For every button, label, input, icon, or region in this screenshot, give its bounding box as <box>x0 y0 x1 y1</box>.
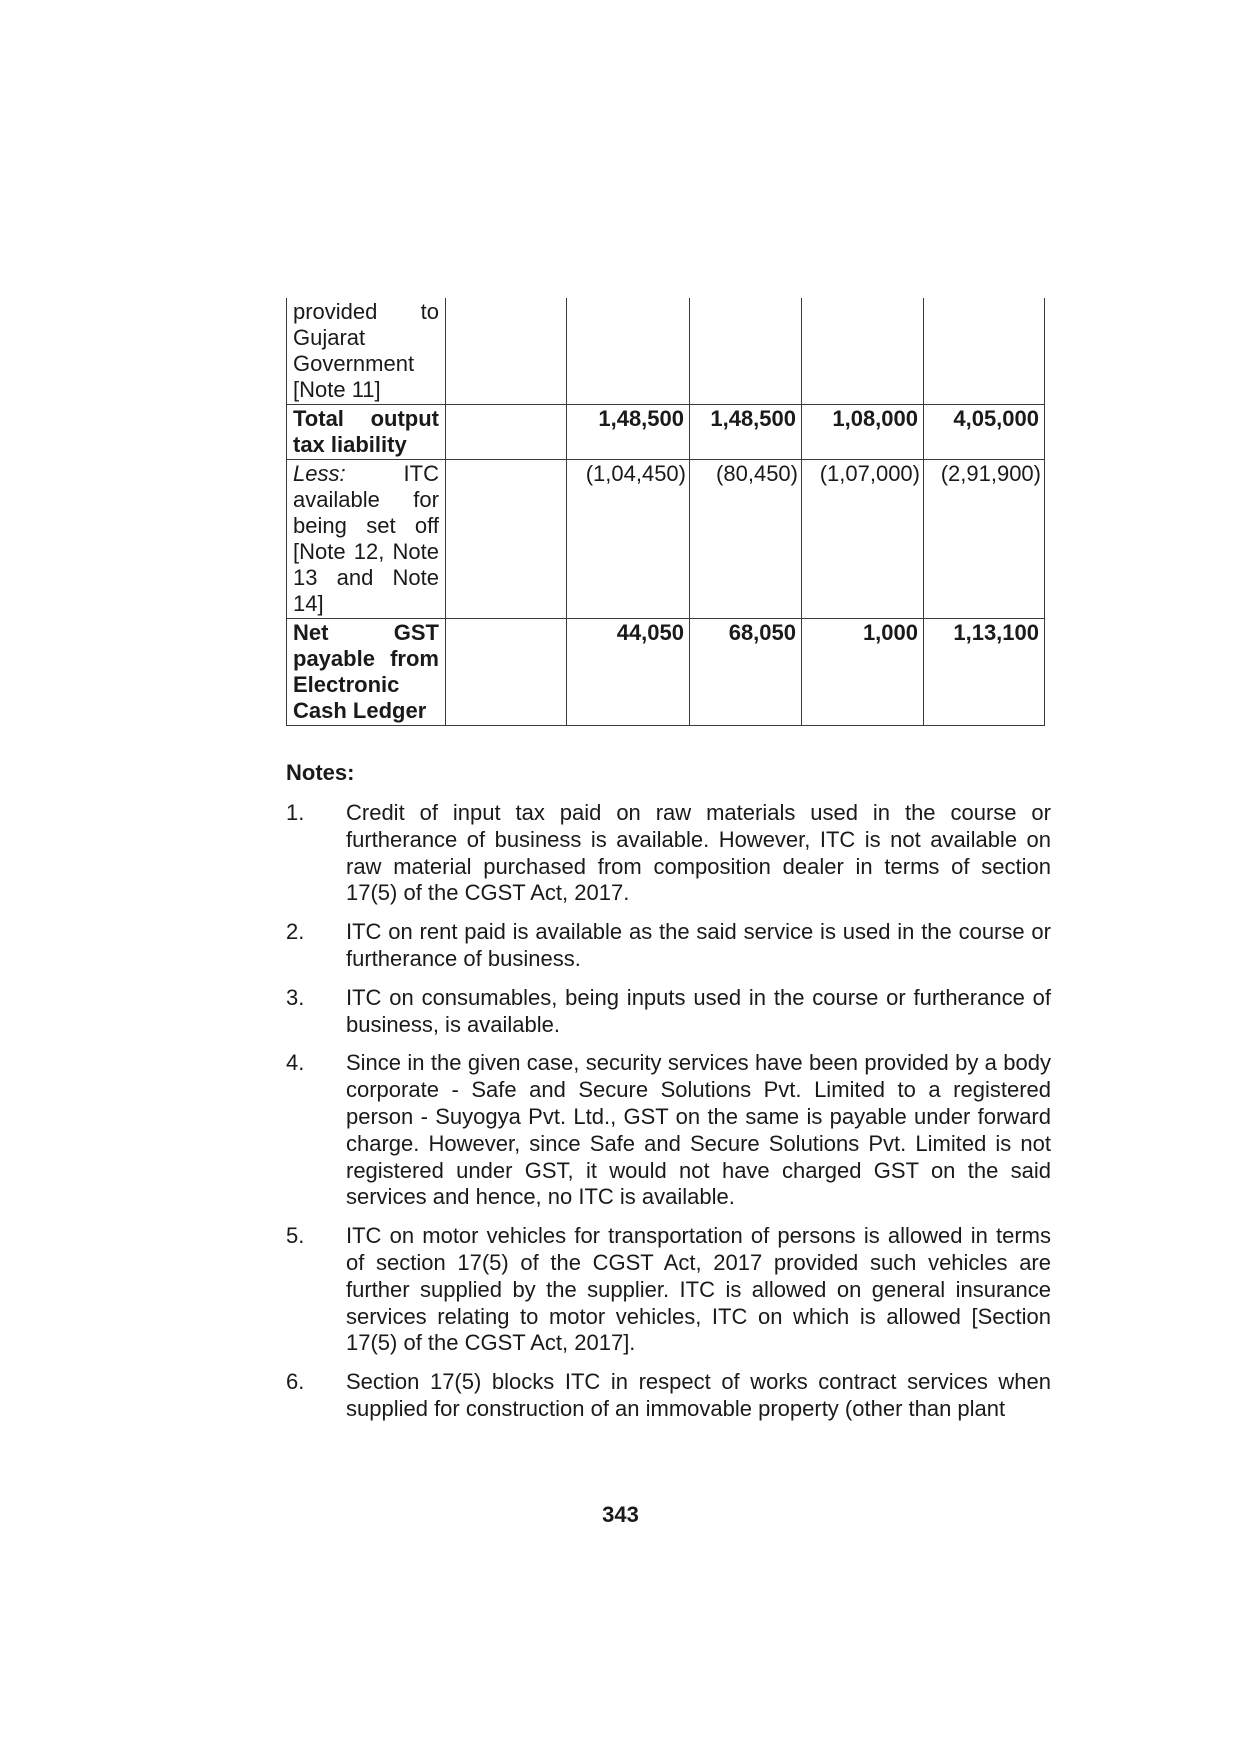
notes-list <box>286 800 1051 1435</box>
table-cell: 68,050 <box>690 619 802 726</box>
note-item <box>286 919 1051 973</box>
note-item <box>286 1369 1051 1423</box>
table-cell: 1,08,000 <box>802 405 924 460</box>
note-number: 6. <box>286 1369 305 1395</box>
table-cell <box>446 298 567 405</box>
table-cell <box>446 460 567 619</box>
page-number: 343 <box>602 1502 639 1527</box>
table-cell: 1,48,500 <box>567 405 690 460</box>
note-item <box>286 800 1051 907</box>
table-row <box>287 460 1045 619</box>
table-row <box>287 619 1045 726</box>
table-cell <box>690 298 802 405</box>
table-cell: 4,05,000 <box>924 405 1045 460</box>
table-cell: (80,450) <box>690 460 802 619</box>
note-number: 2. <box>286 919 305 945</box>
note-text: Section 17(5) blocks ITC in respect of works contract services when supplied for construction of an immovable property (other than plant <box>346 1369 1051 1421</box>
note-item <box>286 1050 1051 1211</box>
note-item <box>286 985 1051 1039</box>
note-item <box>286 1223 1051 1357</box>
table-cell: 44,050 <box>567 619 690 726</box>
table-cell <box>924 298 1045 405</box>
table-cell <box>446 619 567 726</box>
table-cell: 1,000 <box>802 619 924 726</box>
note-text: Credit of input tax paid on raw materials used in the course or furtherance of business is available. However, ITC is not available on raw material purchased from composition dealer in terms of section 17(5) of the CGST Act, 2017. <box>346 800 1051 906</box>
row-label-text: ITC available for being set off [Note 12, Note 13 and Note 14] <box>293 461 439 616</box>
note-number: 4. <box>286 1050 305 1076</box>
note-number: 1. <box>286 800 305 825</box>
table-row <box>287 298 1045 405</box>
table-row <box>287 405 1045 460</box>
note-text: ITC on motor vehicles for transportation of persons is allowed in terms of section 17(5) of the CGST Act, 2017 provided such vehicles are further supplied by the supplier. ITC is allowed on general insurance services relating to motor vehicles, ITC on which is allowed [Section 17(5) of the CGST Act, 2017]. <box>346 1223 1051 1356</box>
table-cell: (2,91,900) <box>924 460 1045 619</box>
table-cell: 1,13,100 <box>924 619 1045 726</box>
note-text: Since in the given case, security services have been provided by a body corporate - Safe and Secure Solutions Pvt. Limited to a registered person - Suyogya Pvt. Ltd., GST on the same is payable under forward charge. However, since Safe and Secure Solutions Pvt. Limited is not registered under GST, it would not have charged GST on the said services and hence, no ITC is available. <box>346 1050 1051 1210</box>
row-label-prefix: Less: <box>293 461 346 486</box>
row-label: Total output tax liability <box>287 405 446 460</box>
note-number: 3. <box>286 984 305 1010</box>
tax-computation-table <box>286 298 1045 726</box>
note-number: 5. <box>286 1223 305 1249</box>
row-label <box>287 460 446 619</box>
note-text: ITC on consumables, being inputs used in the course or furtherance of business, is available. <box>346 984 1051 1037</box>
row-label: provided to Gujarat Government [Note 11] <box>287 298 446 405</box>
table-cell: (1,04,450) <box>567 460 690 619</box>
table-cell: 1,48,500 <box>690 405 802 460</box>
table-cell <box>567 298 690 405</box>
table-cell <box>802 298 924 405</box>
table-cell <box>446 405 567 460</box>
row-label: Net GST payable from Electronic Cash Ledger <box>287 619 446 726</box>
table-cell: (1,07,000) <box>802 460 924 619</box>
notes-heading: Notes: <box>286 760 355 785</box>
note-text: ITC on rent paid is available as the said service is used in the course or furtherance of business. <box>346 919 1051 971</box>
